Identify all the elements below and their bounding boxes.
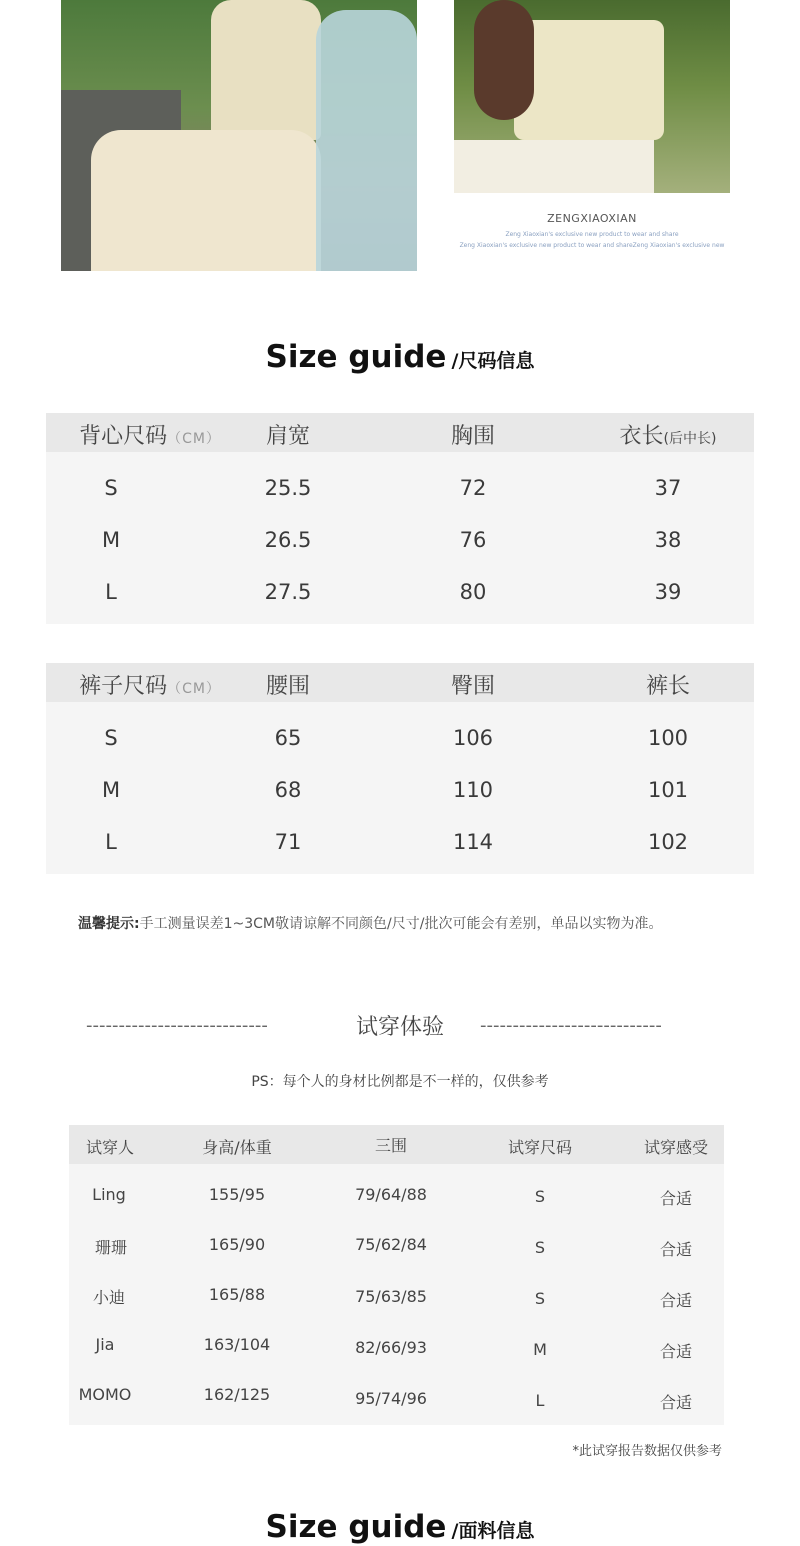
notice-text: 手工测量误差1~3CM敬请谅解不同颜色/尺寸/批次可能会有差别，单品以实物为准。 — [139, 916, 663, 932]
divider-right: ---------------------------- — [480, 1015, 662, 1036]
tryon-row-feeling: 合适 — [659, 1393, 693, 1412]
vest-size-table — [46, 413, 754, 624]
tryon-row-height-weight: 165/88 — [208, 1285, 266, 1304]
pants-row-size: S — [104, 726, 118, 750]
tryon-report-note: *此试穿报告数据仅供参考 — [572, 1444, 722, 1459]
fabric-heading-subtitle: /面料信息 — [451, 1520, 535, 1542]
vest-header-shoulder: 肩宽 — [265, 424, 311, 449]
tryon-row-height-weight: 162/125 — [203, 1385, 271, 1404]
product-photo-left — [61, 0, 417, 271]
tryon-row-person: MOMO — [78, 1385, 132, 1404]
tryon-row-measurements: 82/66/93 — [355, 1338, 427, 1357]
pants-row-length: 100 — [647, 726, 689, 750]
tryon-row-feeling: 合适 — [659, 1189, 693, 1208]
measurement-notice — [78, 913, 662, 933]
vest-row-size: M — [101, 528, 121, 552]
pants-header-size: 裤子尺码（CM） — [79, 674, 221, 699]
vest-row-shoulder: 26.5 — [264, 528, 312, 552]
size-guide-heading — [0, 339, 800, 375]
pants-row-length: 101 — [647, 778, 689, 802]
tryon-header-size: 试穿尺码 — [507, 1138, 573, 1157]
tryon-ps: PS：每个人的身材比例都是不一样的，仅供参考 — [251, 1074, 549, 1090]
pants-header-length: 裤长 — [645, 674, 691, 699]
vest-header-length: 衣长(后中长) — [619, 424, 717, 449]
tryon-header-measurements: 三围 — [374, 1136, 408, 1155]
tryon-title: 试穿体验 — [355, 1015, 444, 1040]
vest-row-size: L — [105, 580, 117, 604]
tryon-row-person: Ling — [92, 1185, 126, 1204]
notice-label: 温馨提示: — [78, 916, 140, 932]
tryon-row-size: M — [533, 1340, 547, 1359]
product-photo-right — [454, 0, 730, 193]
tryon-row-height-weight: 165/90 — [208, 1235, 266, 1254]
tryon-row-height-weight: 163/104 — [203, 1335, 271, 1354]
tryon-table — [69, 1125, 724, 1425]
vest-header-size: 背心尺码（CM） — [79, 424, 221, 449]
tryon-row-measurements: 79/64/88 — [355, 1185, 427, 1204]
pants-row-waist: 71 — [274, 830, 302, 854]
vest-row-length: 37 — [654, 476, 682, 500]
vest-row-chest: 76 — [459, 528, 487, 552]
tryon-row-feeling: 合适 — [659, 1240, 693, 1259]
vest-row-shoulder: 25.5 — [264, 476, 312, 500]
pants-row-size: L — [105, 830, 117, 854]
pants-size-table — [46, 663, 754, 874]
divider-left: ---------------------------- — [86, 1015, 268, 1036]
pants-header-waist: 腰围 — [265, 674, 311, 699]
pants-header-hip: 臀围 — [450, 674, 496, 699]
brand-name: ZENGXIAOXIAN — [547, 212, 637, 225]
vest-row-chest: 80 — [459, 580, 487, 604]
tryon-header-height-weight: 身高/体重 — [202, 1138, 272, 1157]
vest-row-shoulder: 27.5 — [264, 580, 312, 604]
tryon-row-height-weight: 155/95 — [208, 1185, 266, 1204]
tryon-row-measurements: 95/74/96 — [355, 1389, 427, 1408]
tryon-header-feeling: 试穿感受 — [643, 1138, 709, 1157]
pants-row-length: 102 — [647, 830, 689, 854]
vest-row-length: 39 — [654, 580, 682, 604]
vest-row-size: S — [104, 476, 118, 500]
tryon-row-measurements: 75/62/84 — [355, 1235, 427, 1254]
pants-row-hip: 110 — [452, 778, 494, 802]
tryon-row-size: S — [534, 1238, 546, 1257]
vest-row-length: 38 — [654, 528, 682, 552]
brand-tagline-2: Zeng Xiaoxian's exclusive new product to wear and shareZeng Xiaoxian's exclusive new — [459, 242, 725, 249]
pants-row-waist: 65 — [274, 726, 302, 750]
tryon-row-feeling: 合适 — [659, 1342, 693, 1361]
pants-row-hip: 106 — [452, 726, 494, 750]
tryon-row-person: 小迪 — [92, 1288, 126, 1307]
brand-tagline-1: Zeng Xiaoxian's exclusive new product to wear and share — [505, 231, 679, 238]
size-guide-subtitle: /尺码信息 — [451, 350, 535, 372]
pants-row-waist: 68 — [274, 778, 302, 802]
tryon-header-person: 试穿人 — [85, 1138, 135, 1157]
fabric-heading-title: Size guide — [265, 1509, 447, 1545]
vest-header-chest: 胸围 — [450, 424, 496, 449]
size-guide-title: Size guide — [265, 339, 447, 375]
vest-row-chest: 72 — [459, 476, 487, 500]
tryon-row-feeling: 合适 — [659, 1291, 693, 1310]
pants-row-size: M — [101, 778, 121, 802]
tryon-row-size: L — [535, 1391, 545, 1410]
tryon-row-measurements: 75/63/85 — [355, 1287, 427, 1306]
tryon-row-size: S — [534, 1187, 546, 1206]
tryon-row-size: S — [534, 1289, 546, 1308]
fabric-info-heading — [0, 1509, 800, 1545]
tryon-row-person: Jia — [95, 1335, 115, 1354]
pants-row-hip: 114 — [452, 830, 494, 854]
tryon-row-person: 珊珊 — [94, 1238, 128, 1257]
